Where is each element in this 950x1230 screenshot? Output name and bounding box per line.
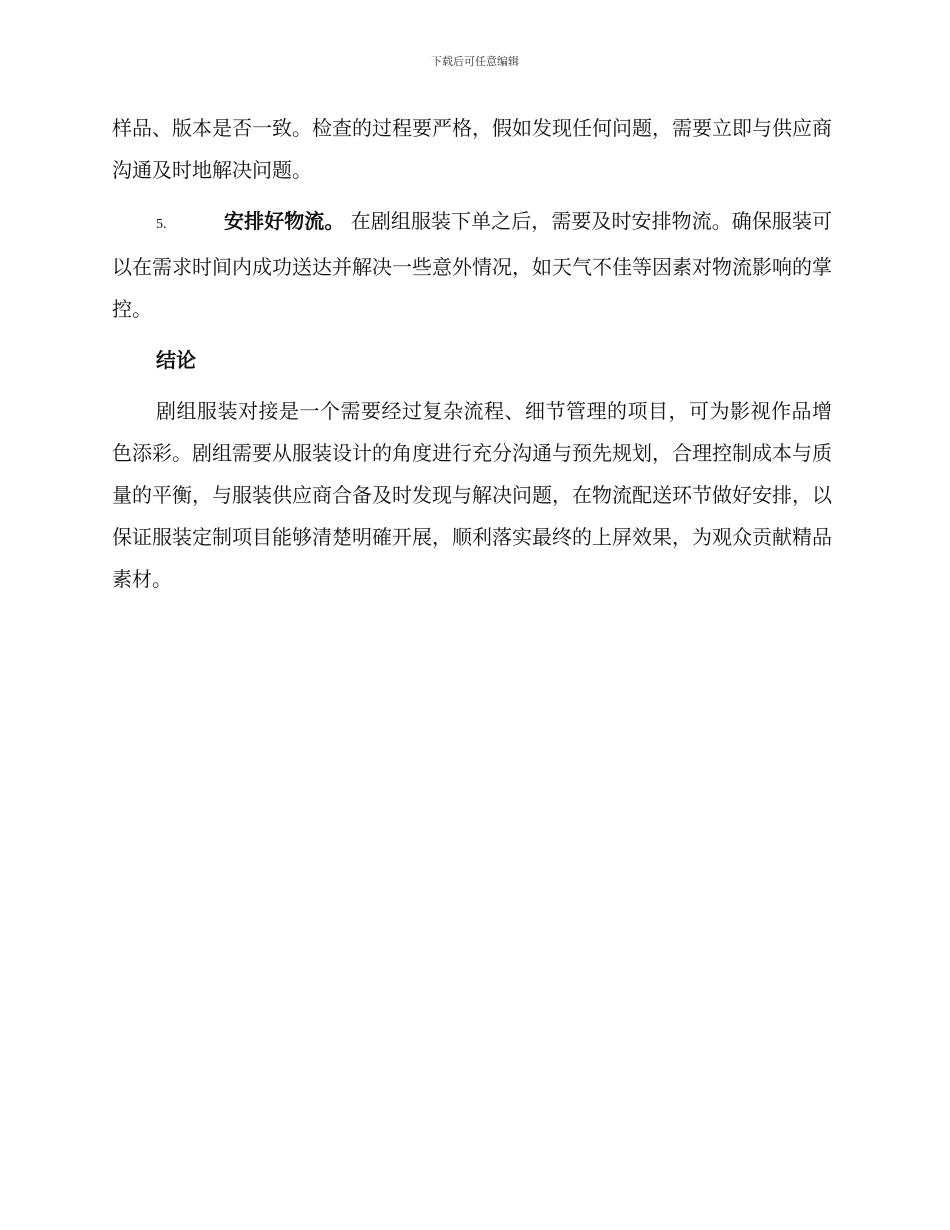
list-item-text: 在剧组服装下单之后，需要及时安排物流。确保服装可以在需求时间内成功送达并解决一些意外情况，如天气不佳等因素对物流影响的掌控。	[112, 209, 833, 321]
header-note: 下载后可任意编辑	[431, 55, 519, 68]
conclusion-paragraph: 剧组服装对接是一个需要经过复杂流程、细节管理的项目，可为影视作品增色添彩。剧组需要从服装设计的角度进行充分沟通与预先规划，合理控制成本与质量的平衡，与服装供应商合备及时发现与解决问题，在物流配送环节做好安排，以保证服装定制项目能够清楚明確开展，顺利落实最终的上屏效果，为观众贡献精品素材。	[112, 399, 832, 591]
list-item-title: 安排好物流。	[224, 209, 345, 233]
paragraph-continuation: 样品、版本是否一致。检查的过程要严格，假如发现任何问题，需要立即与供应商沟通及时地解决问题。	[112, 116, 832, 182]
paragraph-spacer	[112, 330, 832, 339]
paragraph-spacer	[112, 191, 832, 200]
document-body	[112, 107, 832, 600]
list-item-number: 5.	[156, 217, 167, 232]
paragraph-spacer	[112, 381, 832, 390]
section-heading-conclusion: 结论	[156, 348, 196, 372]
list-item-5	[112, 200, 832, 330]
